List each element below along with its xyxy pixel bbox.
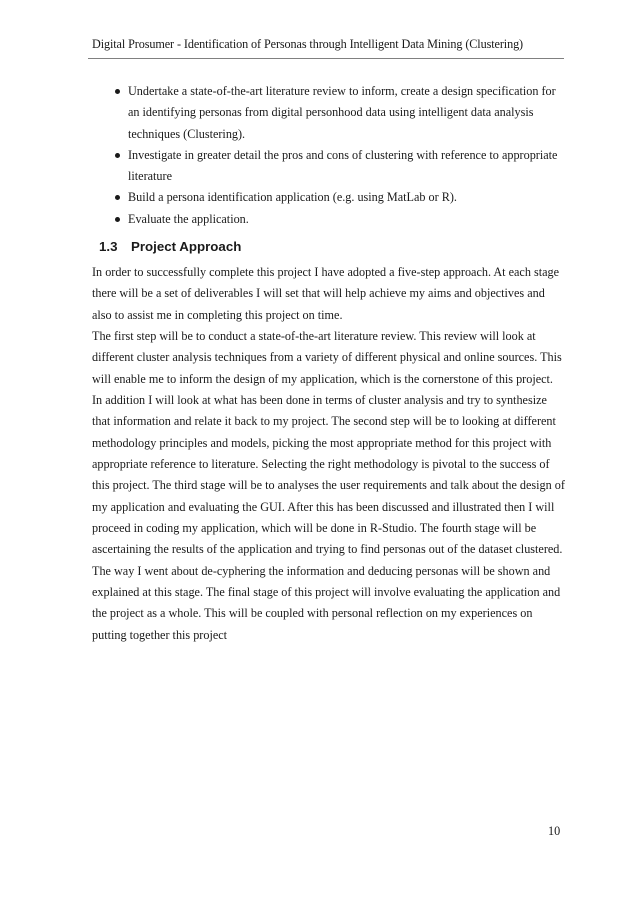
running-header: Digital Prosumer - Identification of Personas through Intelligent Data Mining (Clustering) bbox=[92, 37, 524, 51]
paragraph-intro: In order to successfully complete this project I have adopted a five-step approach. At each stage there will be a set of deliverables I will set that will help achieve my aims and objectives and also to assist me in completing this project on time. bbox=[92, 265, 560, 322]
bullet-icon bbox=[115, 89, 120, 94]
bullet-icon bbox=[115, 217, 120, 222]
list-item-text: Undertake a state-of-the-art literature review to inform, create a design specification for an identifying personas from digital personhood data using intelligent data analysis techniques (Clustering). bbox=[128, 84, 556, 141]
bullet-icon bbox=[115, 195, 120, 200]
section-heading bbox=[99, 239, 241, 254]
list-item-text: Build a persona identification application (e.g. using MatLab or R). bbox=[128, 190, 457, 205]
bullet-icon bbox=[115, 153, 120, 158]
header-divider bbox=[88, 58, 564, 59]
list-item bbox=[92, 187, 562, 208]
list-item bbox=[92, 81, 562, 145]
paragraph-steps: The first step will be to conduct a state-of-the-art literature review. This review will look at different cluster analysis techniques from a variety of different physical and online sources. This will enable me to inform the design of my application, which is the cornerstone of this project. In addition I will look at what has been done in terms of cluster analysis and try to synthesize that information and relate it back to my project. The second step will be to looking at different methodology principles and models, picking the most appropriate method for this project with appropriate reference to literature. Selecting the right methodology is pivotal to the success of this project. The third stage will be to analyses the user requirements and talk about the design of my application and evaluating the GUI. After this has been discussed and illustrated then I will proceed in coding my application, which will be done in R-Studio. The fourth stage will be ascertaining the results of the application and trying to find personas out of the dataset clustered. The way I went about de-cyphering the information and deducing personas will be shown and explained at this stage. The final stage of this project will involve evaluating the application and the project as a whole. This will be coupled with personal reflection on my experiences on putting together this project bbox=[92, 329, 565, 642]
list-item bbox=[92, 209, 562, 230]
section-number: 1.3 bbox=[99, 239, 118, 254]
list-item bbox=[92, 145, 562, 188]
list-item-text: Evaluate the application. bbox=[128, 211, 249, 226]
objectives-list bbox=[92, 81, 562, 230]
list-item-text: Investigate in greater detail the pros and cons of clustering with reference to appropriate literature bbox=[128, 147, 558, 184]
page-number: 10 bbox=[548, 824, 561, 838]
section-title: Project Approach bbox=[131, 239, 242, 254]
